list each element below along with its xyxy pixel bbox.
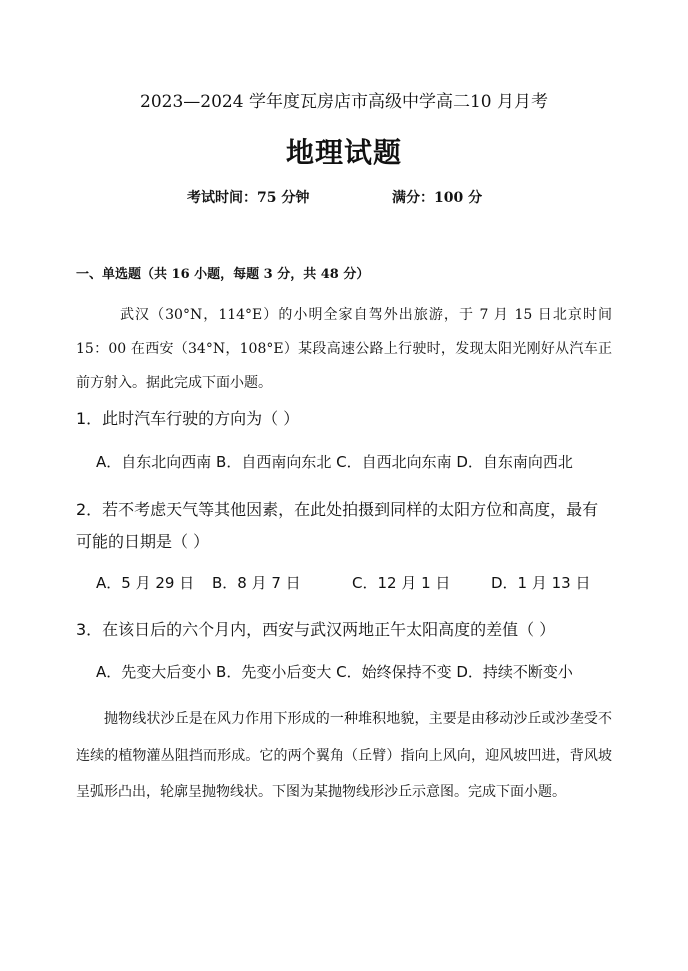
question-1-stem: 1．此时汽车行驶的方向为（ ）	[76, 409, 300, 428]
passage-2: 抛物线状沙丘是在风力作用下形成的一种堆积地貌，主要是由移动沙丘或沙垄受不连续的植物灌丛阻挡而形成。它的两个翼角（丘臂）指向上风向，迎风坡凹进，背风坡呈弧形凸出，轮廓呈抛物线状。下图为某抛物线形沙丘示意图。完成下面小题。	[76, 711, 612, 800]
question-2-stem: 2．若不考虑天气等其他因素，在此处拍摄到同样的太阳方位和高度，最有可能的日期是（ ）	[76, 500, 599, 551]
exam-time: 考试时间：75 分钟	[187, 190, 310, 206]
question-1-options: A．自东北向西南 B．自西南向东北 C．自西北向东南 D．自东南向西北	[96, 453, 573, 471]
question-2-option-a: A．5 月 29 日	[96, 574, 195, 592]
question-3-options: A．先变大后变小 B．先变小后变大 C．始终保持不变 D．持续不断变小	[96, 663, 573, 681]
question-3-stem: 3．在该日后的六个月内，西安与武汉两地正午太阳高度的差值（ ）	[76, 620, 556, 639]
full-score: 满分：100 分	[392, 190, 483, 206]
question-2-option-b: B．8 月 7 日	[212, 574, 301, 592]
page-title: 地理试题	[285, 136, 402, 169]
exam-header-line: 2023—2024 学年度瓦房店市高级中学高二10 月月考	[140, 92, 548, 112]
question-2-option-d: D．1 月 13 日	[491, 574, 591, 592]
passage-1: 武汉（30°N，114°E）的小明全家自驾外出旅游，于 7 月 15 日北京时间 15：00 在西安（34°N，108°E）某段高速公路上行驶时，发现太阳光刚好从汽车正前方射入。据此完成下面小题。	[76, 307, 612, 391]
question-2-option-c: C．12 月 1 日	[352, 574, 451, 592]
section-heading: 一、单选题（共 16 小题，每题 3 分，共 48 分）	[76, 267, 370, 282]
